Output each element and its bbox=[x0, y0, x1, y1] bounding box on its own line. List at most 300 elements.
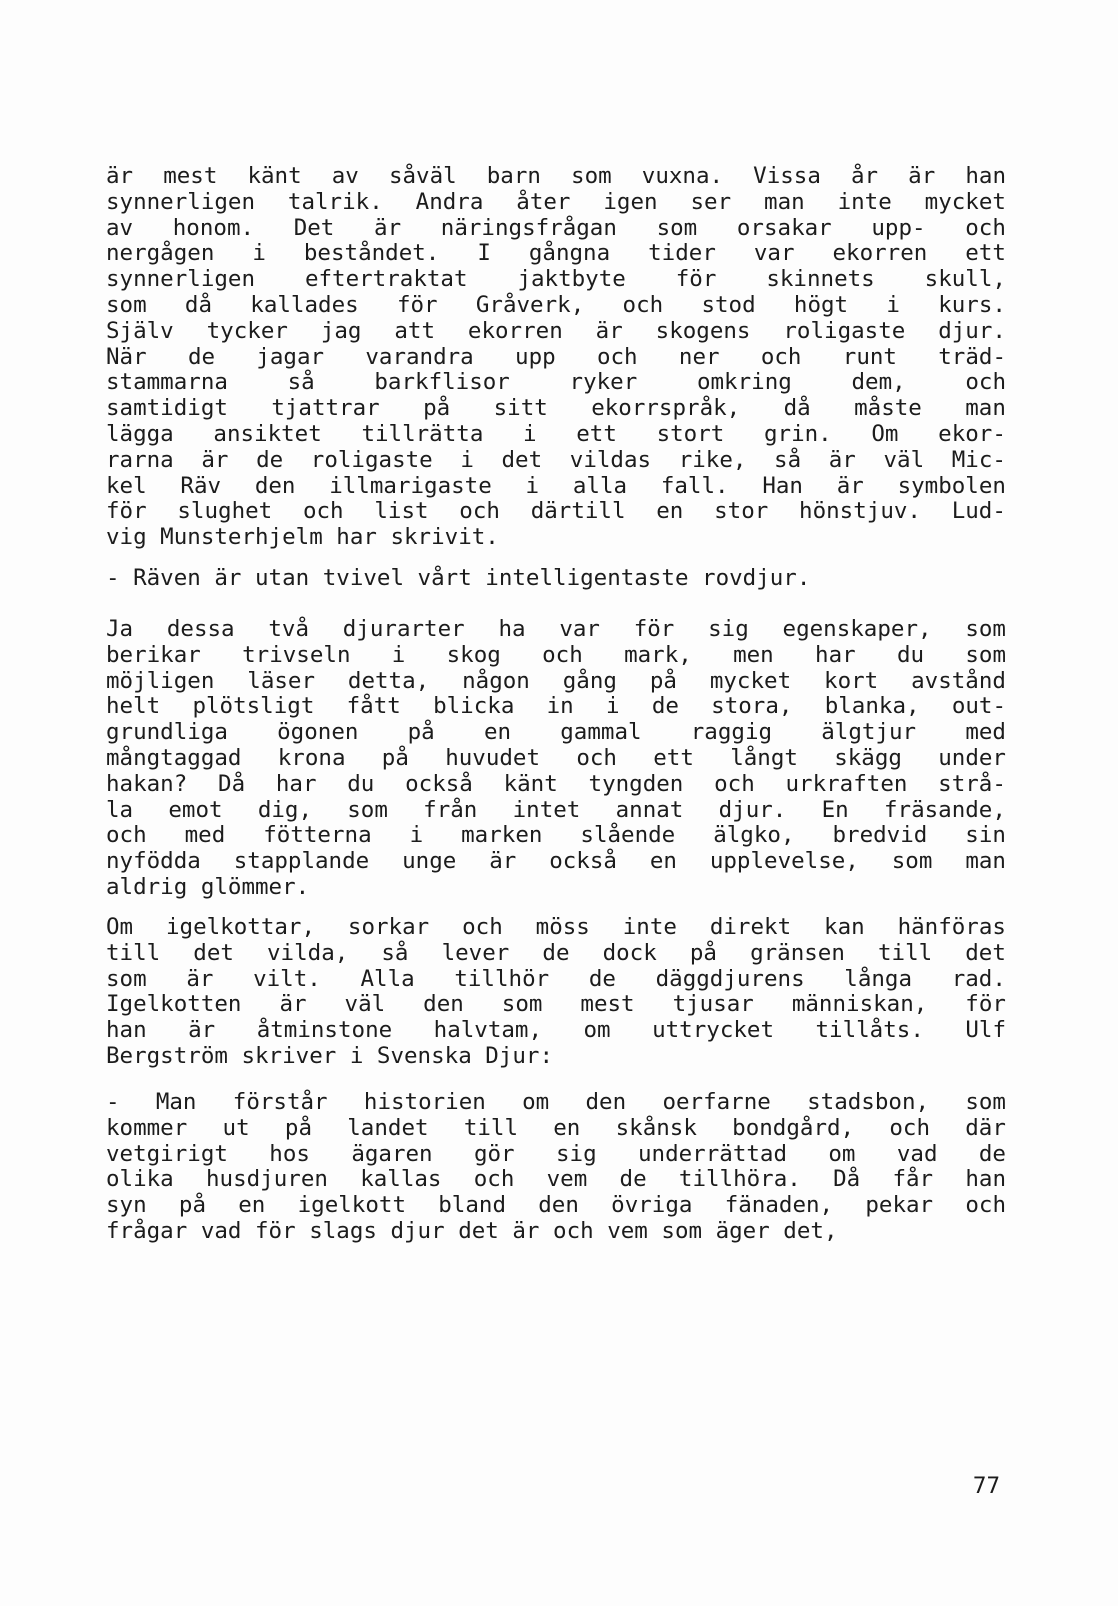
word: plötsligt bbox=[192, 693, 315, 720]
word: vilt. bbox=[253, 965, 321, 992]
word: jaktbyte bbox=[517, 266, 626, 293]
text-line bbox=[106, 370, 1006, 396]
word: vetgirigt bbox=[106, 1140, 228, 1167]
word: eftertraktat bbox=[304, 266, 468, 293]
word: kort bbox=[824, 667, 879, 694]
word: möjligen bbox=[106, 667, 215, 694]
word: skog bbox=[446, 641, 501, 668]
word: Alla bbox=[360, 965, 415, 992]
word: känt bbox=[503, 770, 558, 797]
word: bredvid bbox=[832, 822, 928, 849]
word: rarna bbox=[106, 446, 174, 473]
word: raggig bbox=[690, 719, 773, 746]
word: är bbox=[908, 163, 936, 189]
text-line bbox=[106, 267, 1006, 293]
word: djur. bbox=[938, 317, 1006, 344]
word: i bbox=[886, 291, 900, 318]
word: direkt bbox=[709, 914, 792, 940]
word: Ja bbox=[106, 616, 134, 642]
word: det bbox=[501, 446, 543, 473]
text-line bbox=[106, 1142, 1006, 1168]
word: väl bbox=[344, 991, 386, 1018]
word: jag bbox=[320, 317, 362, 344]
word: Själv bbox=[106, 317, 174, 344]
word: människan, bbox=[791, 991, 928, 1018]
word: vem bbox=[546, 1166, 588, 1193]
word: i bbox=[409, 822, 424, 849]
word: på bbox=[407, 719, 435, 746]
word: läser bbox=[247, 667, 316, 694]
word: Han bbox=[762, 472, 803, 499]
text-line bbox=[106, 746, 1006, 772]
word: den bbox=[254, 472, 296, 499]
word: halvtam, bbox=[433, 1017, 543, 1044]
word: mycket bbox=[924, 188, 1006, 215]
word: högt bbox=[793, 291, 849, 318]
word: sig bbox=[555, 1140, 597, 1167]
word: urkraften bbox=[785, 770, 908, 797]
word: fall. bbox=[660, 472, 729, 499]
word: för bbox=[965, 991, 1006, 1018]
text-line bbox=[106, 216, 1006, 242]
word: Vissa bbox=[753, 163, 821, 189]
word: måste bbox=[854, 395, 922, 422]
word: de bbox=[256, 446, 284, 473]
word: är bbox=[828, 446, 856, 473]
word: I bbox=[477, 240, 491, 267]
word: avstånd bbox=[911, 667, 1006, 694]
word: och bbox=[106, 822, 147, 849]
word: Det bbox=[293, 214, 335, 241]
word: är bbox=[188, 1017, 216, 1044]
text-line bbox=[106, 915, 1006, 941]
text-line bbox=[106, 772, 1006, 798]
word: man bbox=[965, 848, 1006, 875]
word: man bbox=[764, 188, 805, 215]
word: i bbox=[525, 472, 540, 499]
word: fräsande, bbox=[883, 796, 1006, 823]
word: en bbox=[553, 1114, 581, 1141]
word: ser bbox=[690, 188, 732, 215]
word: de bbox=[651, 693, 679, 720]
word: till bbox=[106, 939, 161, 966]
word: tillhör bbox=[454, 965, 550, 992]
word: till bbox=[463, 1114, 518, 1141]
word: väl bbox=[883, 446, 925, 473]
text-line bbox=[106, 849, 1006, 875]
word: är bbox=[374, 214, 402, 241]
text-line bbox=[106, 345, 1006, 371]
word: förstår bbox=[232, 1089, 328, 1115]
word: då bbox=[184, 291, 213, 318]
word: upp bbox=[515, 343, 556, 370]
word: långa bbox=[844, 965, 913, 992]
word: näringsfrågan bbox=[440, 214, 617, 241]
word: stora, bbox=[711, 693, 793, 720]
word: ut bbox=[222, 1114, 250, 1141]
word: stapplande bbox=[233, 848, 370, 875]
word: möss bbox=[535, 914, 590, 940]
word: vuxna. bbox=[641, 163, 724, 189]
word: däggdjurens bbox=[655, 965, 805, 992]
word: dig, bbox=[257, 796, 312, 823]
word: ekor- bbox=[938, 420, 1006, 447]
word: och bbox=[596, 343, 638, 370]
paragraph-moose bbox=[106, 617, 1006, 901]
word: är bbox=[836, 472, 864, 499]
word: är bbox=[186, 965, 214, 992]
word: omkring bbox=[696, 369, 792, 396]
word: helt bbox=[106, 693, 161, 720]
word: och bbox=[462, 914, 503, 940]
paragraph-fox-quote bbox=[106, 566, 1006, 592]
word: känt bbox=[247, 163, 302, 189]
word: och bbox=[965, 1192, 1006, 1219]
word: den bbox=[585, 1089, 627, 1115]
word: vildas bbox=[569, 446, 652, 473]
word: långt bbox=[730, 744, 798, 771]
word: ner bbox=[678, 343, 720, 370]
word: med bbox=[184, 822, 226, 849]
word: landet bbox=[347, 1114, 429, 1141]
word: ett bbox=[965, 240, 1006, 267]
word: av bbox=[331, 163, 359, 189]
word: berikar bbox=[106, 641, 201, 668]
word: En bbox=[821, 796, 849, 823]
word: igelkott bbox=[297, 1192, 406, 1219]
word: talrik. bbox=[287, 188, 383, 215]
word: som bbox=[965, 1089, 1006, 1115]
word: i bbox=[523, 420, 537, 447]
page-number: 77 bbox=[972, 1473, 1000, 1499]
text-line bbox=[106, 617, 1006, 643]
word: och bbox=[622, 291, 664, 318]
paragraph-hedgehog-quote bbox=[106, 1090, 1006, 1245]
word: syn bbox=[106, 1192, 147, 1219]
word: rad. bbox=[951, 965, 1006, 992]
word: tjusar bbox=[672, 991, 754, 1018]
word: tjattrar bbox=[271, 395, 380, 422]
word: träd- bbox=[938, 343, 1006, 370]
word: ett bbox=[653, 744, 694, 771]
word: blanka, bbox=[824, 693, 920, 720]
text-line bbox=[106, 474, 1006, 500]
word: bland bbox=[438, 1192, 506, 1219]
word: nergågen bbox=[106, 240, 215, 267]
word: out- bbox=[951, 693, 1006, 720]
word: han bbox=[106, 1017, 147, 1044]
word: ekorren bbox=[467, 317, 563, 344]
text-line bbox=[106, 941, 1006, 967]
word: nyfödda bbox=[106, 848, 201, 875]
word: och bbox=[965, 214, 1006, 241]
word: sig bbox=[708, 616, 749, 642]
word: gör bbox=[473, 1140, 515, 1167]
text-line bbox=[106, 798, 1006, 824]
word: kallades bbox=[250, 291, 359, 318]
text-line bbox=[106, 525, 1006, 551]
word: stadsbon, bbox=[807, 1089, 930, 1115]
word: alla bbox=[572, 472, 628, 499]
word: två bbox=[268, 616, 309, 642]
word: sorkar bbox=[347, 914, 430, 940]
word: den bbox=[538, 1192, 579, 1219]
word: illmarigaste bbox=[329, 472, 492, 499]
word: pekar bbox=[865, 1192, 934, 1219]
word: år bbox=[850, 163, 879, 189]
word: för bbox=[633, 616, 675, 642]
word: för bbox=[396, 291, 438, 318]
line-text: Bergström skriver i Svenska Djur: bbox=[106, 1042, 554, 1069]
text-line bbox=[106, 1090, 1006, 1116]
word: tillhöra. bbox=[678, 1166, 801, 1193]
word: fänaden, bbox=[724, 1192, 834, 1219]
word: och bbox=[542, 641, 583, 668]
word: tillrätta bbox=[361, 420, 484, 447]
word: skägg bbox=[834, 744, 902, 771]
word: egenskaper, bbox=[782, 616, 932, 642]
word: då bbox=[783, 395, 811, 422]
text-line bbox=[106, 1044, 1006, 1070]
word: och bbox=[459, 498, 500, 525]
text-line bbox=[106, 823, 1006, 849]
word: också bbox=[405, 770, 473, 797]
word: men bbox=[733, 641, 774, 668]
word: så bbox=[774, 446, 802, 473]
word: på bbox=[689, 939, 717, 966]
word: på bbox=[423, 395, 451, 422]
text-line bbox=[106, 1167, 1006, 1193]
word: de bbox=[542, 939, 570, 966]
text-line bbox=[106, 694, 1006, 720]
word: igelkottar, bbox=[166, 914, 316, 940]
word: där bbox=[965, 1114, 1006, 1141]
line-text: aldrig glömmer. bbox=[106, 873, 310, 900]
word: huvudet bbox=[445, 744, 541, 771]
word: kan bbox=[824, 914, 865, 940]
text-line bbox=[106, 992, 1006, 1018]
word: hos bbox=[269, 1140, 310, 1167]
word: det bbox=[965, 939, 1006, 966]
word: sitt bbox=[493, 395, 548, 422]
word: mycket bbox=[709, 667, 792, 694]
word: som bbox=[891, 848, 933, 875]
word: hänföras bbox=[897, 914, 1006, 940]
text-line bbox=[106, 448, 1006, 474]
word: som bbox=[656, 214, 698, 241]
word: runt bbox=[842, 343, 897, 370]
word: mark, bbox=[624, 641, 692, 668]
word: övriga bbox=[611, 1192, 693, 1219]
word: vad bbox=[896, 1140, 938, 1167]
word: som bbox=[347, 796, 388, 823]
word: är bbox=[201, 446, 229, 473]
text-line bbox=[106, 566, 1006, 592]
word: hakan? bbox=[106, 770, 188, 797]
word: stammarna bbox=[106, 369, 228, 396]
word: han bbox=[965, 163, 1006, 189]
word: om bbox=[522, 1089, 550, 1115]
word: i bbox=[391, 641, 406, 668]
word: barn bbox=[486, 163, 541, 189]
word: mest bbox=[580, 991, 635, 1018]
word: är bbox=[595, 317, 623, 344]
text-line bbox=[106, 1116, 1006, 1142]
word: en bbox=[238, 1192, 266, 1219]
word: gränsen bbox=[750, 939, 845, 966]
word: fötterna bbox=[263, 822, 372, 849]
word: Andra bbox=[415, 188, 484, 215]
text-line bbox=[106, 499, 1006, 525]
word: för bbox=[675, 266, 717, 293]
word: in bbox=[546, 693, 574, 720]
word: Om bbox=[106, 914, 134, 940]
word: oerfarne bbox=[662, 1089, 771, 1115]
word: för bbox=[106, 498, 147, 525]
text-line bbox=[106, 669, 1006, 695]
word: ha bbox=[498, 616, 526, 642]
word: underrättad bbox=[638, 1140, 788, 1167]
word: från bbox=[423, 796, 478, 823]
word: åtminstone bbox=[256, 1017, 393, 1044]
text-line bbox=[106, 967, 1006, 993]
word: åter bbox=[516, 188, 571, 215]
word: om bbox=[583, 1017, 611, 1044]
word: och bbox=[889, 1114, 930, 1141]
word: gångna bbox=[528, 240, 611, 267]
word: på bbox=[178, 1192, 206, 1219]
word: och bbox=[473, 1166, 515, 1193]
word: var bbox=[753, 240, 795, 267]
word: uttrycket bbox=[652, 1017, 775, 1044]
word: det bbox=[193, 939, 234, 966]
word: du bbox=[896, 641, 925, 668]
word: Då bbox=[833, 1166, 861, 1193]
word: djur. bbox=[718, 796, 787, 823]
word: grin. bbox=[763, 420, 832, 447]
word: ryker bbox=[569, 369, 638, 396]
word: tider bbox=[648, 240, 716, 267]
word: blicka bbox=[433, 693, 515, 720]
word: så bbox=[287, 369, 315, 396]
word: igen bbox=[603, 188, 658, 215]
word: strå- bbox=[938, 770, 1006, 797]
word: beståndet. bbox=[303, 240, 440, 267]
word: ekorrspråk, bbox=[591, 395, 741, 422]
text-line bbox=[106, 875, 1006, 901]
word: barkflisor bbox=[374, 369, 510, 396]
word: med bbox=[965, 719, 1006, 746]
word: Man bbox=[155, 1089, 197, 1115]
word: älgtjur bbox=[821, 719, 917, 746]
word: kommer bbox=[106, 1114, 188, 1141]
word: unge bbox=[402, 848, 457, 875]
word: tillåts. bbox=[815, 1017, 924, 1044]
word: skull, bbox=[924, 266, 1006, 293]
word: som bbox=[501, 991, 543, 1018]
word: såväl bbox=[388, 163, 457, 189]
word: rike, bbox=[678, 446, 747, 473]
word: tycker bbox=[206, 317, 288, 344]
word: Igelkotten bbox=[106, 991, 242, 1018]
word: skånsk bbox=[615, 1114, 697, 1141]
text-line bbox=[106, 241, 1006, 267]
word: den bbox=[423, 991, 464, 1018]
word: är bbox=[489, 848, 517, 875]
word: la bbox=[106, 796, 134, 823]
word: skinnets bbox=[766, 266, 875, 293]
word: Då bbox=[218, 770, 246, 797]
word: djurarter bbox=[342, 616, 465, 642]
word: i bbox=[460, 446, 474, 473]
word: upp- bbox=[871, 214, 926, 241]
word: lägga bbox=[106, 420, 174, 447]
word: och bbox=[576, 744, 617, 771]
word: upplevelse, bbox=[709, 848, 859, 875]
word: sin bbox=[965, 822, 1006, 849]
word: varandra bbox=[365, 343, 474, 370]
word: Om bbox=[871, 420, 899, 447]
word: gammal bbox=[560, 719, 642, 746]
word: som bbox=[571, 163, 612, 189]
word: annat bbox=[615, 796, 684, 823]
word: inte bbox=[837, 188, 892, 215]
word: gång bbox=[562, 667, 617, 694]
word: jagar bbox=[256, 343, 325, 370]
word: någon bbox=[462, 667, 530, 694]
word: tyngden bbox=[588, 770, 684, 797]
text-line bbox=[106, 643, 1006, 669]
word: mest bbox=[163, 163, 218, 189]
word: orsakar bbox=[736, 214, 832, 241]
word: älgko, bbox=[713, 822, 795, 849]
word: Ulf bbox=[965, 1017, 1006, 1044]
word: så bbox=[381, 939, 409, 966]
word: list bbox=[374, 498, 429, 525]
word: de bbox=[187, 343, 216, 370]
text-line bbox=[106, 1219, 1006, 1245]
word: och bbox=[965, 369, 1006, 396]
word: ansiktet bbox=[213, 420, 322, 447]
word: i bbox=[252, 240, 266, 267]
word: du bbox=[347, 770, 375, 797]
word: krona bbox=[277, 744, 346, 771]
word: var bbox=[559, 616, 600, 642]
word: ekorren bbox=[832, 240, 928, 267]
word: får bbox=[892, 1166, 934, 1193]
word: de bbox=[978, 1140, 1006, 1167]
word: Gråverk, bbox=[475, 291, 585, 318]
word: roligaste bbox=[310, 446, 433, 473]
word: - bbox=[106, 1089, 120, 1115]
text-line bbox=[106, 396, 1006, 422]
word: har bbox=[815, 641, 856, 668]
word: stor bbox=[714, 498, 769, 525]
word: mångtaggad bbox=[106, 744, 242, 771]
word: och bbox=[302, 498, 344, 525]
word: grundliga bbox=[106, 719, 228, 746]
word: hönstjuv. bbox=[799, 498, 921, 525]
text-line bbox=[106, 720, 1006, 746]
word: husdjuren bbox=[206, 1166, 328, 1193]
text-line bbox=[106, 190, 1006, 216]
word: inte bbox=[622, 914, 677, 940]
word: på bbox=[381, 744, 409, 771]
word: en bbox=[656, 498, 684, 525]
word: dem, bbox=[851, 369, 906, 396]
word: emot bbox=[168, 796, 223, 823]
word: stort bbox=[656, 420, 725, 447]
